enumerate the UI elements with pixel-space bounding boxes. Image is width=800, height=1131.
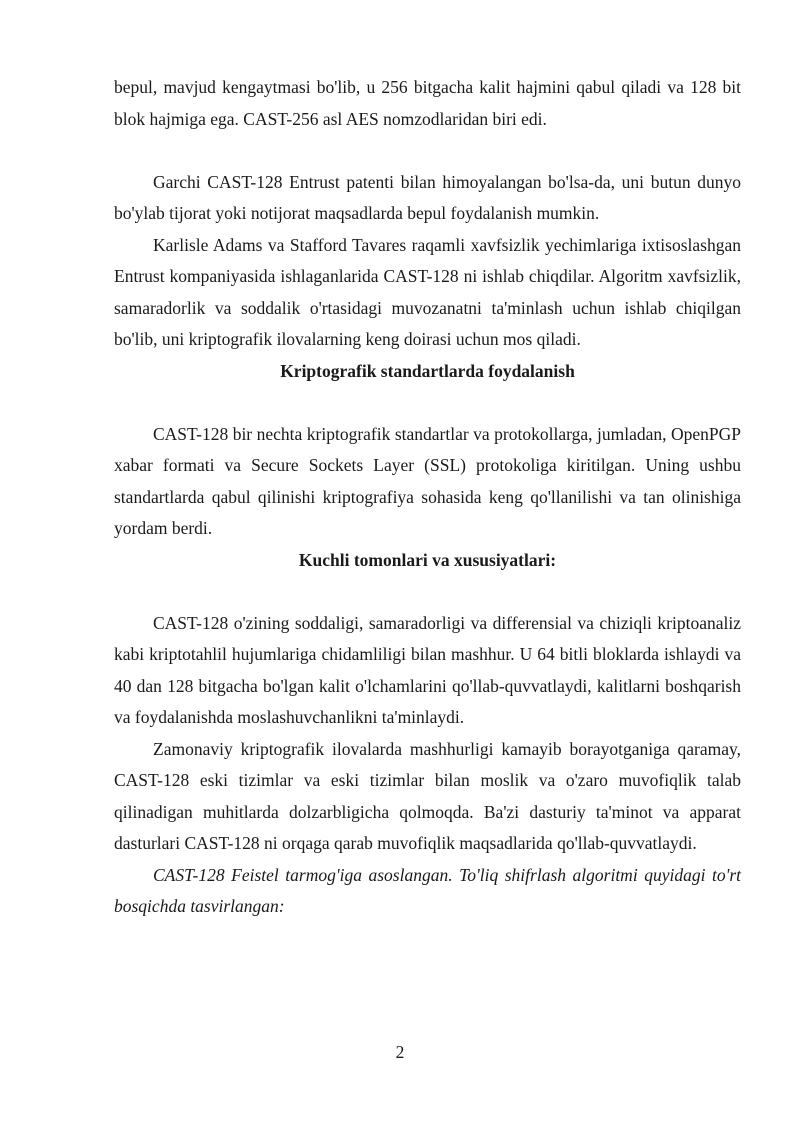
- paragraph-authors: Karlisle Adams va Stafford Tavares raqamli xavfsizlik yechimlariga ixtisoslashgan Entrust kompaniyasida ishlaganlarida CAST-128 ni ishlab chiqdilar. Algoritm xavfsizlik, samaradorlik va soddalik o'rtasidagi muvozanatni ta'minlash uchun ishlab chiqilgan bo'lib, uni kriptografik ilovalarning keng doirasi uchun mos qiladi.: [114, 234, 741, 349]
- paragraph-standards: CAST-128 bir nechta kriptografik standartlar va protokollarga, jumladan, OpenPGP xabar formati va Secure Sockets Layer (SSL) protokoliga kiritilgan. Uning ushbu standartlarda qabul qilinishi kriptografiya sohasida keng qo'llanilishi va tan olinishiga yordam berdi.: [114, 423, 741, 538]
- paragraph-strengths: CAST-128 o'zining soddaligi, samaradorligi va differensial va chiziqli kriptoanaliz kabi kriptotahlil hujumlariga chidamliligi bilan mashhur. U 64 bitli bloklarda ishlaydi va 40 dan 128 bitgacha bo'lgan kalit o'lchamlarini qo'llab-quvvatlaydi, kalitlarni boshqarish va foydalanishda moslashuvchanlikni ta'minlaydi.: [114, 612, 741, 727]
- heading-spacer: [114, 387, 741, 419]
- paragraph-patent: Garchi CAST-128 Entrust patenti bilan himoyalangan bo'lsa-da, uni butun dunyo bo'ylab tijorat yoki notijorat maqsadlarda bepul foydalanish mumkin.: [114, 171, 741, 223]
- page-number: 2: [395, 1042, 405, 1062]
- paragraph-legacy: Zamonaviy kriptografik ilovalarda mashhurligi kamayib borayotganiga qaramay, CAST-128 eski tizimlar va eski tizimlar bilan moslik va o'zaro muvofiqlik talab qilinadigan muhitlarda dolzarbligicha qolmoqda. Ba'zi dasturiy ta'minot va apparat dasturlari CAST-128 ni orqaga qarab muvofiqlik maqsadlarida qo'llab-quvvatlaydi.: [114, 738, 741, 853]
- section-heading-standards: Kriptografik standartlarda foydalanish: [280, 360, 575, 381]
- paragraph-cast256-continuation: bepul, mavjud kengaytmasi bo'lib, u 256 bitgacha kalit hajmini qabul qiladi va 128 bit blok hajmiga ega. CAST-256 asl AES nomzodlaridan biri edi.: [114, 77, 741, 129]
- page-content: [114, 72, 741, 923]
- section-heading-strengths: Kuchli tomonlari va xususiyatlari:: [298, 549, 557, 570]
- paragraph-spacer: [114, 135, 741, 167]
- paragraph-feistel: CAST-128 Feistel tarmog'iga asoslangan. To'liq shifrlash algoritmi quyidagi to'rt bosqichda tasvirlangan:: [114, 864, 741, 916]
- heading-spacer: [114, 576, 741, 608]
